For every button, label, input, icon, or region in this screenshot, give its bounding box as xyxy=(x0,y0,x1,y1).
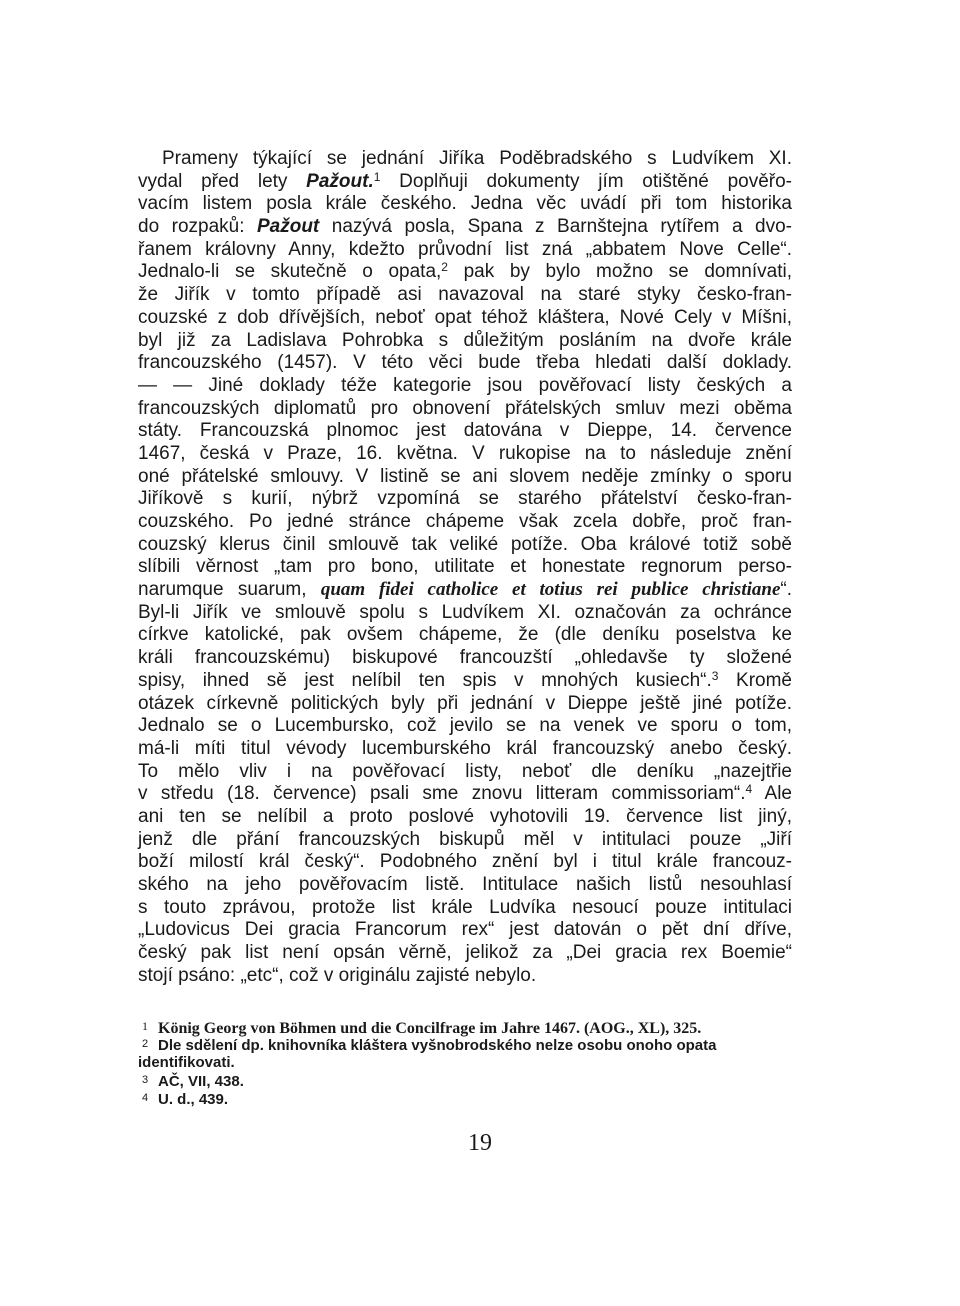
page-number: 19 xyxy=(468,1130,492,1156)
footnote-3 xyxy=(138,1072,792,1090)
text-run: v středu (18. července) psali sme znovu litteram commissoriam“. xyxy=(138,783,746,805)
footnote-ref[interactable]: 4 xyxy=(745,782,753,797)
text-line: Byl-li Jiřík ve smlouvě spolu s Ludvíkem XI. označován za ochránce xyxy=(138,601,792,623)
footnote-2-continued: identifikovati. xyxy=(138,1054,235,1071)
text-line: couzského. Po jedné stránce chápeme však zcela dobře, proč fran- xyxy=(138,511,792,532)
text-line xyxy=(138,216,792,239)
text-line: stojí psáno: „etc“, což v originálu zajisté nebylo. xyxy=(138,964,537,986)
text-line: církve katolické, pak ovšem chápeme, že (dle deníku poselstva ke xyxy=(138,624,792,646)
text-run: Doplňuji dokumenty jím otištěné pověřo- xyxy=(380,170,792,192)
footnote-ref[interactable]: 2 xyxy=(441,260,448,275)
text-run: narumque suarum, xyxy=(138,579,321,601)
text-line: řanem královny Anny, kdežto průvodní list zná „abbatem Nove Celle“. xyxy=(138,238,792,260)
text-line: To mělo vliv i na pověřovací listy, neboť dle deníku „nazejtřie xyxy=(138,760,792,782)
text-line: francouzského (1457). V této věci bude třeba hledati další doklady. xyxy=(138,352,792,374)
author-name: Pažout xyxy=(256,216,320,238)
text-line xyxy=(138,670,792,693)
text-run: Kromě xyxy=(718,669,792,691)
text-run: Jednalo-li se skutečně o opata, xyxy=(138,261,442,283)
footnote-1 xyxy=(138,1016,792,1036)
text-line: slíbili věrnost „tam pro bono, utilitate et honestate regnorum perso- xyxy=(138,556,792,578)
text-line xyxy=(138,783,792,806)
text-line: jenž dle přání francouzských biskupů měl v intitulaci pouze „Jiří xyxy=(138,828,792,850)
text-line: vacím listem posla krále českého. Jedna věc uvádí při tom historika xyxy=(138,193,792,215)
footnote-mark: 1 xyxy=(142,1019,148,1033)
footnote-mark: 4 xyxy=(142,1092,149,1104)
text-line: otázek církevně politických byly při jednání v Dieppe ještě jiné potíže. xyxy=(138,692,792,714)
text-line: ského na jeho pověřovacím listě. Intitulace našich listů nesouhlasí xyxy=(138,874,792,895)
text-line: oné přátelské smlouvy. V listině se ani slovem neděje zmínky o sporu xyxy=(138,465,792,487)
text-run: Ale xyxy=(752,783,792,805)
text-line: „Ludovicus Dei gracia Francorum rex“ jest datován o pět dní dříve, xyxy=(138,919,792,941)
text-line: český pak list není opsán věrně, jelikož za „Dei gracia rex Boemie“ xyxy=(138,942,792,964)
text-line: má-li míti titul vévody lucemburského král francouzský anebo český. xyxy=(138,737,792,759)
footnote-2 xyxy=(138,1036,792,1054)
text-line: byl již za Ladislava Pohrobka s důležitým posláním na dvoře krále xyxy=(138,329,792,351)
text-run: “. xyxy=(780,579,792,601)
footnote-text: U. d., 439. xyxy=(158,1091,229,1108)
footnote-ref[interactable]: 1 xyxy=(373,169,381,184)
main-text xyxy=(138,148,792,987)
text-run: spisy, ihned sě jest nelíbil ten spis v mnohých kusiech“. xyxy=(138,669,712,691)
text-line: Jiříkově s kurií, nýbrž vzpomíná se starého přátelství česko-fran- xyxy=(138,488,792,510)
text-run: pak by bylo možno se domnívati, xyxy=(447,261,792,283)
text-line: — — Jiné doklady téže kategorie jsou pověřovací listy českých a xyxy=(138,374,792,396)
footnotes xyxy=(138,1016,792,1108)
footnote-text: Dle sdělení dp. knihovníka kláštera vyšnobrodského nelze osobu onoho opata xyxy=(158,1037,717,1054)
text-line: 1467, česká v Praze, 16. května. V rukopise na to následuje znění xyxy=(138,442,792,464)
text-line: couzské z dob dřívějších, neboť opat téhož kláštera, Nové Cely v Míšni, xyxy=(138,306,792,328)
text-run: do rozpaků: xyxy=(138,216,257,238)
text-line: boží milostí král český“. Podobného znění byl i titul krále francouz- xyxy=(138,851,792,873)
text-line: že Jiřík v tomto případě asi navazoval na staré styky česko-fran- xyxy=(138,284,792,306)
text-line: francouzských diplomatů pro obnovení přátelských smluv mezi oběma xyxy=(138,397,792,419)
footnote-text: König Georg von Böhmen und die Concilfrage im Jahre 1467. (AOG., XL), 325. xyxy=(158,1020,702,1037)
latin-quotation: quam fidei catholice et totius rei publice christiane xyxy=(320,579,781,601)
text-run: vydal před lety xyxy=(138,170,307,192)
text-line xyxy=(138,579,792,602)
footnote-mark: 2 xyxy=(142,1038,149,1050)
text-line: státy. Francouzská plnomoc jest datována v Dieppe, 14. července xyxy=(138,420,792,442)
text-line: s touto zprávou, protože list krále Ludvíka nesoucí pouze intitulaci xyxy=(138,896,792,918)
text-line xyxy=(138,261,792,284)
text-line xyxy=(138,171,792,194)
footnote-ref[interactable]: 3 xyxy=(711,668,719,683)
text-run: nazývá posla, Spana z Barnštejna rytířem a dvo- xyxy=(319,216,792,238)
text-line: ani ten se nelíbil a proto poslové vyhotovili 19. července list jiný, xyxy=(138,805,792,827)
footnote-text: AČ, VII, 438. xyxy=(158,1073,244,1090)
footnote-4 xyxy=(138,1090,792,1108)
text-line: králi francouzskému) biskupové francouzští „ohledavše ty složené xyxy=(138,647,792,669)
text-line: couzský klerus činil smlouvě tak veliké potíže. Oba králové totiž sobě xyxy=(138,533,792,555)
text-line: Jednalo se o Lucembursko, což jevilo se na venek ve sporu o tom, xyxy=(138,715,792,737)
footnote-mark: 3 xyxy=(142,1074,149,1086)
author-name: Pažout. xyxy=(306,170,374,192)
text-line: Prameny týkající se jednání Jiříka Poděbradského s Ludvíkem XI. xyxy=(162,148,792,169)
